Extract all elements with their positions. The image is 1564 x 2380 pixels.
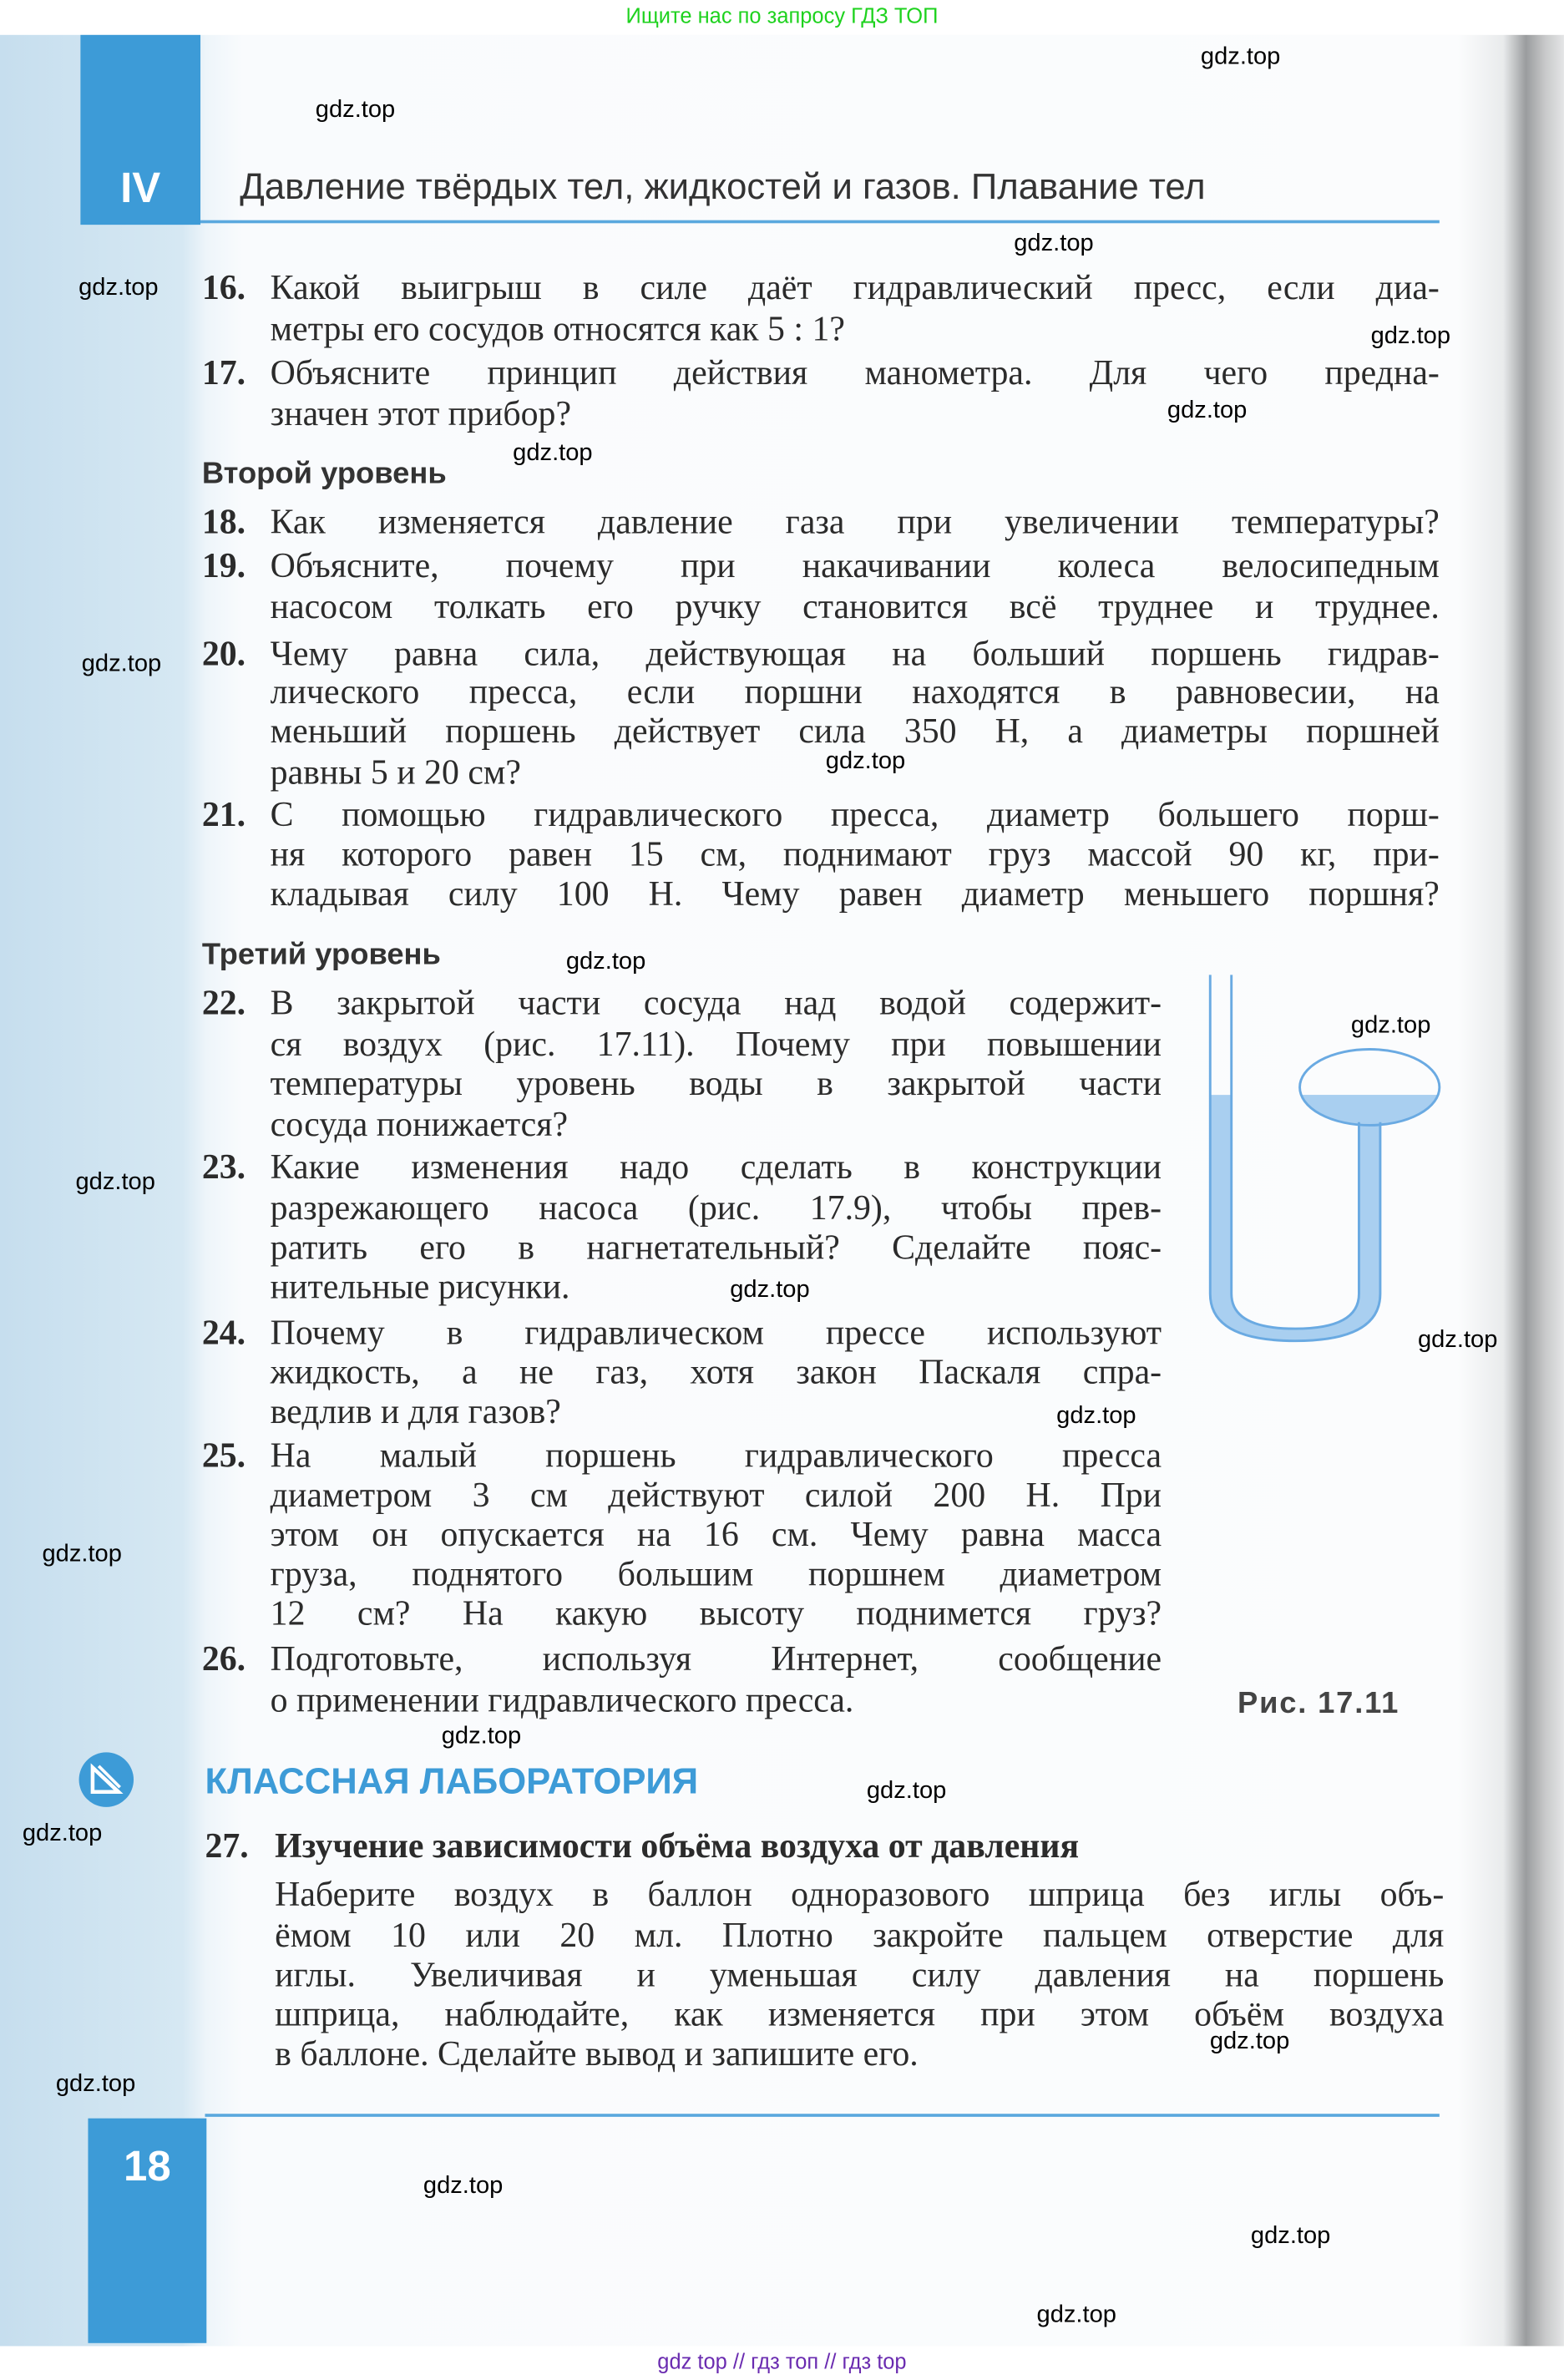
problem-text-line: Какие изменения надо сделать в конструкции	[270, 1147, 1162, 1187]
problem-text-line: На малый поршень гидравлического пресса	[270, 1436, 1162, 1475]
problem-text-line: о применении гидравлического пресса.	[270, 1680, 854, 1719]
problem-text-line: Почему в гидравлическом прессе используют	[270, 1313, 1162, 1352]
problem-number: 26.	[201, 1639, 246, 1679]
watermark-text[interactable]: gdz.top	[81, 651, 162, 678]
problem-text-line: В закрытой части сосуда над водой содержит-	[270, 984, 1162, 1022]
watermark-text[interactable]: gdz.top	[866, 1778, 947, 1805]
problem-text-line: жидкость, а не газ, хотя закон Паскаля спра-	[270, 1353, 1162, 1391]
watermark-text[interactable]: gdz.top	[825, 748, 906, 775]
problem-text-line: 12 см? На какую высоту поднимется груз?	[270, 1594, 1162, 1633]
watermark-text[interactable]: gdz.top	[423, 2173, 504, 2200]
watermark-text[interactable]: gdz.top	[42, 1541, 122, 1567]
watermark-text[interactable]: gdz.top	[55, 2071, 136, 2098]
problem-number: 17.	[201, 353, 246, 392]
lab-text-line: ёмом 10 или 20 мл. Плотно закройте пальцем отверстие для	[275, 1916, 1445, 1955]
problem-text-line: Объясните принцип действия манометра. Для чего предна-	[270, 353, 1440, 392]
tube-inner-wall	[1232, 975, 1359, 1329]
watermark-text[interactable]: gdz.top	[75, 1169, 155, 1196]
footer-divider	[205, 2114, 1439, 2117]
lab-text-line: в баллоне. Сделайте вывод и запишите его.	[275, 2034, 919, 2074]
problem-text-line: сосуда понижается?	[270, 1105, 569, 1144]
watermark-text[interactable]: gdz.top	[1250, 2223, 1331, 2250]
problem-number: 18.	[201, 502, 246, 541]
problem-number: 22.	[201, 984, 246, 1022]
problem-text-line: ся воздух (рис. 17.11). Почему при повышении	[270, 1025, 1162, 1063]
problem-text-line: Чему равна сила, действующая на больший поршень гидрав-	[270, 635, 1440, 673]
problem-number: 19.	[201, 546, 246, 585]
lab-text-line: иглы. Увеличивая и уменьшая силу давления на поршень	[275, 1956, 1445, 1994]
watermark-text[interactable]: gdz.top	[1350, 1012, 1431, 1039]
problem-number: 16.	[201, 268, 246, 307]
problem-number: 25.	[201, 1436, 246, 1475]
tube-water	[1210, 1095, 1380, 1341]
problem-number: 24.	[201, 1313, 246, 1352]
watermark-text[interactable]: gdz.top	[1014, 230, 1094, 257]
chapter-number: IV	[120, 164, 161, 211]
problem-text-line: ня которого равен 15 см, поднимают груз массой 90 кг, при-	[270, 835, 1440, 874]
problem-text-line: Как изменяется давление газа при увеличении температуры?	[270, 502, 1440, 541]
problem-text-line: Объясните, почему при накачивании колеса велосипедным	[270, 546, 1440, 585]
lab-text-line: Наберите воздух в баллон одноразового шприца без иглы объ-	[275, 1875, 1445, 1914]
lab-task-heading: Изучение зависимости объёма воздуха от давления	[275, 1826, 1080, 1865]
page-number: 18	[124, 2142, 171, 2190]
watermark-text[interactable]: gdz.top	[1167, 398, 1248, 424]
problem-text-line: нительные рисунки.	[270, 1268, 570, 1306]
problem-text-line: насосом толкать его ручку становится всё труднее и труднее.	[270, 587, 1440, 626]
watermark-text[interactable]: gdz.top	[1056, 1403, 1136, 1430]
problem-text-line: диаметром 3 см действуют силой 200 Н. При	[270, 1476, 1162, 1514]
problem-text-line: С помощью гидравлического пресса, диаметр большего порш-	[270, 795, 1440, 834]
page-number-tab	[88, 2119, 206, 2343]
problem-text-line: ведлив и для газов?	[270, 1392, 561, 1431]
problem-text-line: меньший поршень действует сила 350 Н, а диаметры поршней	[270, 711, 1440, 751]
watermark-text[interactable]: gdz.top	[513, 440, 593, 467]
problem-text-line: равны 5 и 20 см?	[270, 752, 521, 792]
lab-text-line: шприца, наблюдайте, как изменяется при этом объём воздуха	[275, 1995, 1445, 2033]
problem-text-line: разрежающего насоса (рис. 17.9), чтобы прев-	[270, 1188, 1162, 1228]
problem-number: 20.	[201, 635, 246, 673]
problem-text-line: этом он опускается на 16 см. Чему равна масса	[270, 1515, 1162, 1554]
problem-text-line: Подготовьте, используя Интернет, сообщение	[270, 1639, 1162, 1679]
problem-text-line: температуры уровень воды в закрытой части	[270, 1064, 1162, 1103]
watermark-text[interactable]: gdz.top	[730, 1277, 810, 1304]
problem-number: 21.	[201, 795, 246, 834]
watermark-text[interactable]: gdz.top	[315, 97, 396, 124]
watermark-text[interactable]: gdz.top	[1209, 2028, 1290, 2055]
chapter-title: Давление твёрдых тел, жидкостей и газов. Плавание тел	[240, 167, 1206, 209]
watermark-text[interactable]: gdz.top	[22, 1820, 103, 1847]
watermark-text[interactable]: gdz.top	[565, 949, 646, 975]
footer-links[interactable]: gdz top // гдз топ // гдз top	[657, 2349, 907, 2374]
problem-number: 23.	[201, 1147, 246, 1187]
problem-text-line: груза, поднятого большим поршнем диаметром	[270, 1555, 1162, 1593]
problem-text-line: метры его сосудов относятся как 5 : 1?	[270, 309, 845, 348]
problem-text-line: кладывая силу 100 Н. Чему равен диаметр меньшего поршня?	[270, 874, 1440, 913]
level-heading-second: Второй уровень	[201, 457, 447, 491]
watermark-text[interactable]: gdz.top	[1200, 43, 1281, 70]
problem-text-line: лического пресса, если поршни находятся в равновесии, на	[270, 672, 1440, 711]
watermark-text[interactable]: gdz.top	[1417, 1327, 1498, 1354]
problem-text-line: Какой выигрыш в силе даёт гидравлический пресс, если диа-	[270, 268, 1440, 307]
watermark-text[interactable]: gdz.top	[441, 1723, 522, 1750]
lab-task-number: 27.	[205, 1826, 249, 1865]
search-banner[interactable]: Ищите нас по запросу ГДЗ ТОП	[625, 3, 939, 28]
lab-icon	[78, 1751, 135, 1809]
watermark-text[interactable]: gdz.top	[1036, 2302, 1116, 2328]
level-heading-third: Третий уровень	[201, 938, 441, 972]
problem-text-line: ратить его в нагнетательный? Сделайте пояс-	[270, 1228, 1162, 1267]
figure-caption: Рис. 17.11	[1237, 1687, 1400, 1721]
problem-text-line: значен этот прибор?	[270, 394, 572, 433]
lab-section-title: КЛАССНАЯ ЛАБОРАТОРИЯ	[205, 1761, 699, 1803]
watermark-text[interactable]: gdz.top	[1370, 323, 1451, 350]
watermark-text[interactable]: gdz.top	[78, 275, 159, 301]
